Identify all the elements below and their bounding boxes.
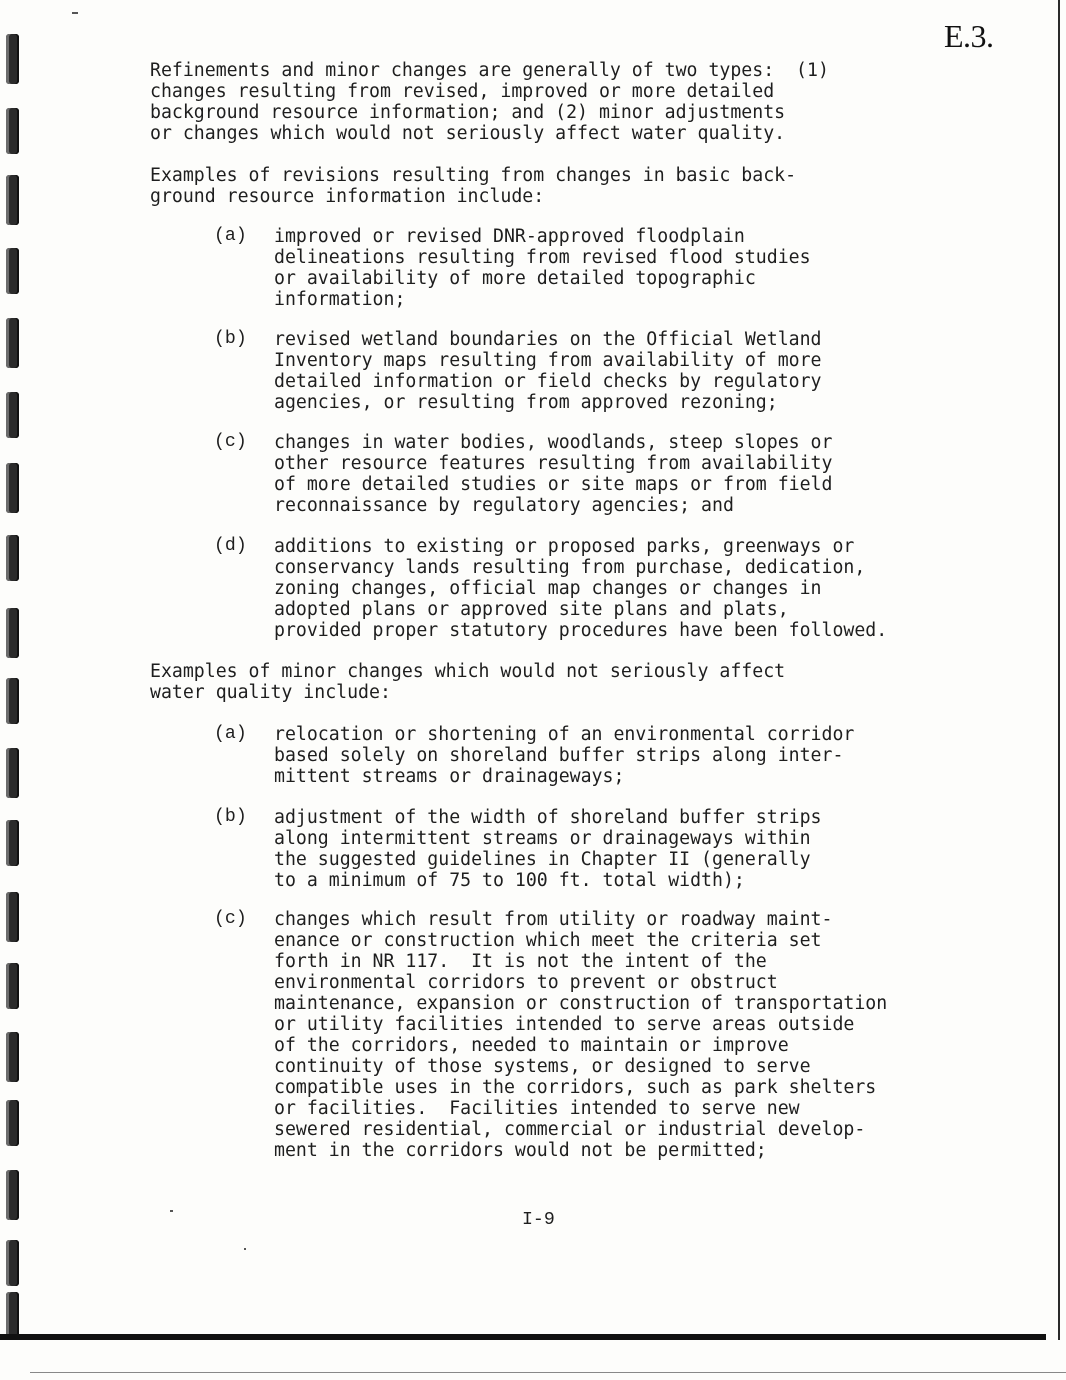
binding-hole: [6, 1292, 19, 1340]
list-item-text: additions to existing or proposed parks, greenways or conservancy lands resulting from purchase, dedication, zoning changes, official map changes or changes in adopted plans or approved site plans and plats, provided proper statutory procedures have been followed.: [274, 536, 888, 641]
list-marker: (c): [214, 432, 247, 452]
binding-holes: [0, 30, 24, 1340]
list-marker: (d): [214, 536, 247, 556]
list-marker: (b): [214, 807, 247, 827]
binding-hole: [6, 1170, 19, 1220]
list-item-text: relocation or shortening of an environmental corridor based solely on shoreland buffer strips along inter- mittent streams or drainageways;: [274, 724, 855, 787]
list-item-text: improved or revised DNR-approved floodplain delineations resulting from revised flood studies or availability of more detailed topographic information;: [274, 226, 811, 310]
binding-hole: [6, 820, 19, 866]
binding-hole: [6, 535, 19, 581]
binding-hole: [6, 392, 19, 438]
scan-speck: [72, 12, 78, 14]
list-marker: (a): [214, 724, 247, 744]
page-right-border: [1058, 0, 1060, 1340]
scan-speck: [244, 1248, 246, 1250]
minor-changes-heading: Examples of minor changes which would not seriously affect water quality include:: [150, 661, 786, 703]
intro-paragraph: Refinements and minor changes are generally of two types: (1) changes resulting from revised, improved or more detailed background resource information; and (2) minor adjustments or changes which would not seriously affect water quality.: [150, 60, 829, 144]
binding-hole: [6, 1240, 19, 1286]
binding-hole: [6, 108, 19, 154]
list-item-text: adjustment of the width of shoreland buffer strips along intermittent streams or drainageways within the suggested guidelines in Chapter II (generally to a minimum of 75 to 100 ft. total width);: [274, 807, 822, 891]
scan-speck: [170, 1210, 173, 1212]
list-marker: (b): [214, 329, 247, 349]
binding-hole: [6, 318, 19, 368]
binding-hole: [6, 892, 19, 942]
list-item-text: changes in water bodies, woodlands, steep slopes or other resource features resulting from availability of more detailed studies or site maps or from field reconnaissance by regulatory agencies; and: [274, 432, 833, 516]
list-item-text: revised wetland boundaries on the Official Wetland Inventory maps resulting from availability of more detailed information or field checks by regulatory agencies, or resulting from approved rezoning;: [274, 329, 822, 413]
page-number: I-9: [522, 1210, 555, 1230]
binding-hole: [6, 34, 19, 84]
binding-hole: [6, 1032, 19, 1082]
binding-hole: [6, 463, 19, 513]
page-bottom-rule: [0, 1334, 1046, 1340]
binding-hole: [6, 963, 19, 1009]
binding-hole: [6, 175, 19, 225]
list-item-text: changes which result from utility or roadway maint- enance or construction which meet the criteria set forth in NR 117. It is not the intent of the environmental corridors to prevent or obstruct maintenance, expansion or construction of transportation or utility facilities intended to serve areas outside of the corridors, needed to maintain or improve continuity of those systems, or designed to serve compatible uses in the corridors, such as park shelters or facilities. Facilities intended to serve new sewered residential, commercial or industrial develop- ment in the corridors would not be permitted;: [274, 909, 888, 1161]
list-marker: (c): [214, 909, 247, 929]
page-label: E.3.: [944, 18, 994, 54]
page-bottom-edge: [30, 1372, 1066, 1373]
binding-hole: [6, 248, 19, 294]
revisions-heading: Examples of revisions resulting from changes in basic back- ground resource information include:: [150, 165, 797, 207]
binding-hole: [6, 1100, 19, 1146]
binding-hole: [6, 748, 19, 798]
binding-hole: [6, 678, 19, 724]
list-marker: (a): [214, 226, 247, 246]
binding-hole: [6, 608, 19, 658]
